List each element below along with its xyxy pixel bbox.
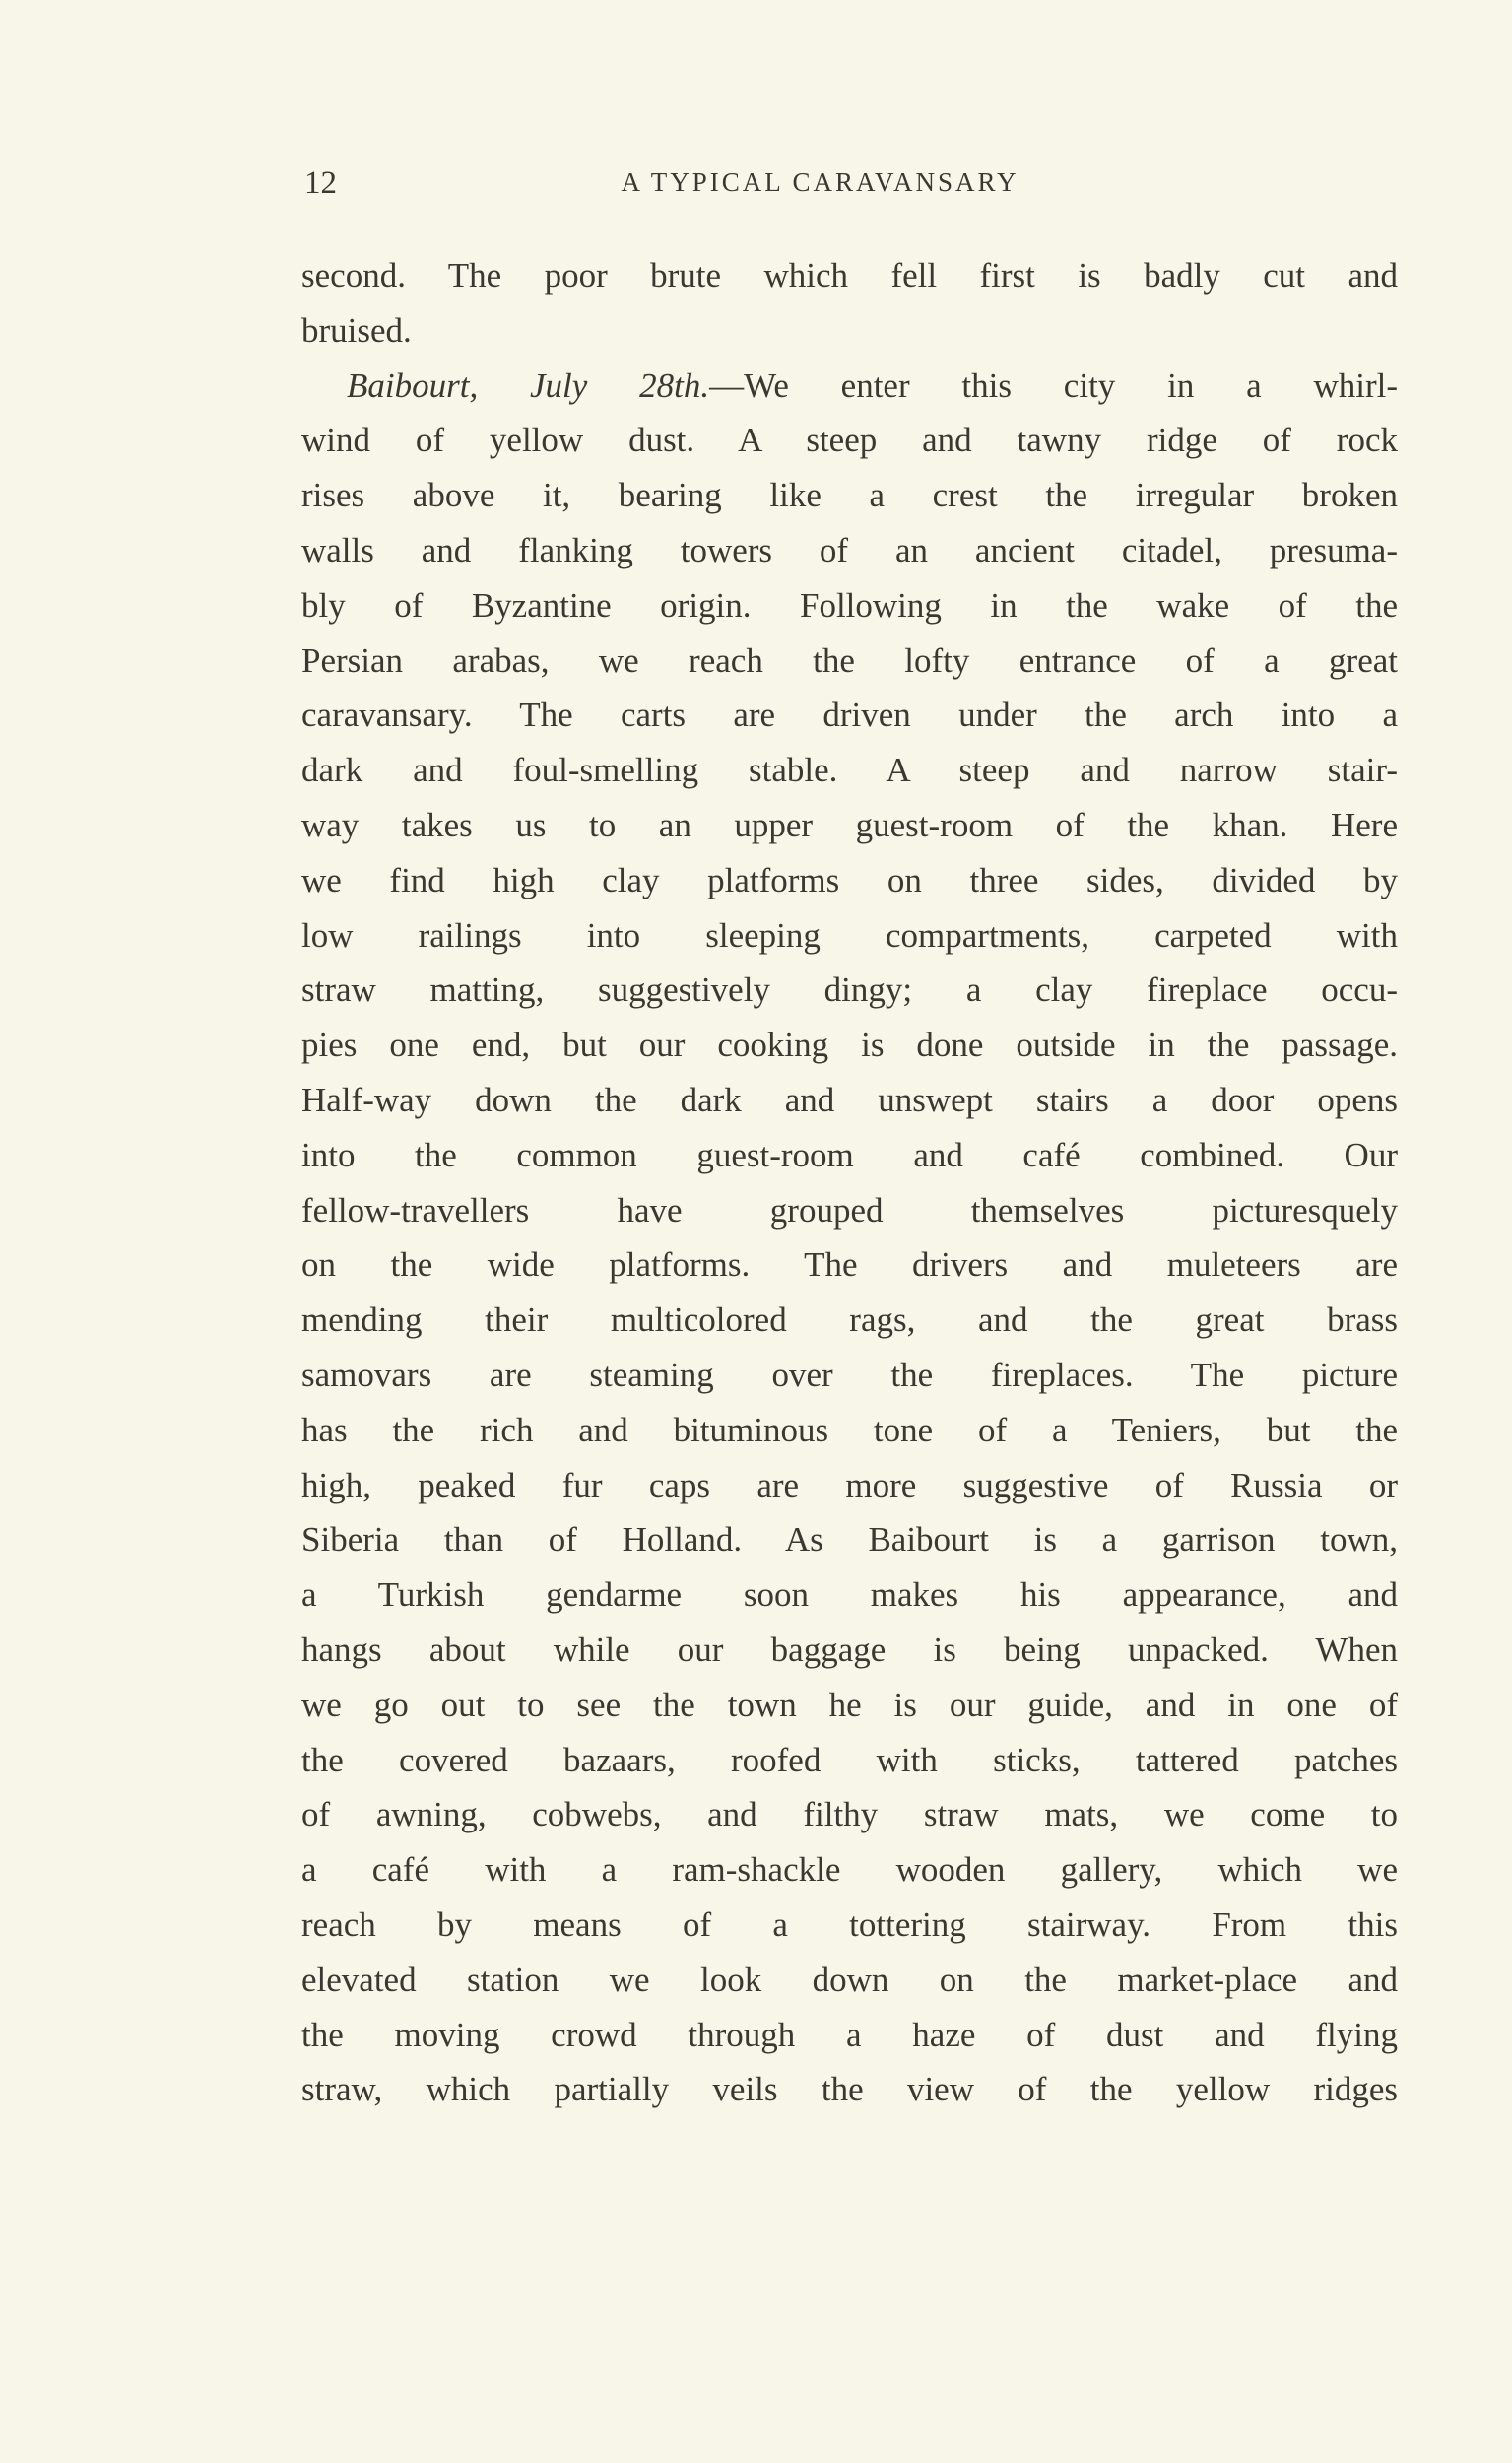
text-line: the covered bazaars, roofed with sticks, tattered patches bbox=[301, 1740, 1398, 1779]
text-line: into the common guest-room and café combined. Our bbox=[301, 1135, 1398, 1174]
dateline bbox=[301, 359, 1398, 414]
text-line: straw, which partially veils the view of the yellow ridges bbox=[301, 2070, 1398, 2109]
text-line: pies one end, but our cooking is done outside in the passage. bbox=[301, 1026, 1398, 1065]
text-line: samovars are steaming over the fireplaces. The picture bbox=[301, 1355, 1398, 1394]
text-line: on the wide platforms. The drivers and muleteers are bbox=[301, 1245, 1398, 1285]
text-line: Persian arabas, we reach the lofty entrance of a great bbox=[301, 640, 1398, 680]
text-line: hangs about while our baggage is being unpacked. When bbox=[301, 1630, 1398, 1669]
text-line: elevated station we look down on the market-place and bbox=[301, 1960, 1398, 1999]
text-line: Siberia than of Holland. As Baibourt is a garrison town, bbox=[301, 1520, 1398, 1560]
text-line: high, peaked fur caps are more suggestive of Russia or bbox=[301, 1465, 1398, 1504]
text-line: dark and foul-smelling stable. A steep and narrow stair- bbox=[301, 751, 1398, 790]
text-line: of awning, cobwebs, and filthy straw mats, we come to bbox=[301, 1795, 1398, 1834]
page-body bbox=[301, 248, 1398, 2117]
text-line: low railings into sleeping compartments, carpeted with bbox=[301, 915, 1398, 955]
text-line: Half-way down the dark and unswept stairs a door opens bbox=[301, 1080, 1398, 1119]
text-line: caravansary. The carts are driven under the arch into a bbox=[301, 696, 1398, 735]
text-line: reach by means of a tottering stairway. From this bbox=[301, 1904, 1398, 1944]
text-line: has the rich and bituminous tone of a Teniers, but the bbox=[301, 1410, 1398, 1449]
text-line: wind of yellow dust. A steep and tawny ridge of rock bbox=[301, 421, 1398, 460]
text-line: way takes us to an upper guest-room of the khan. Here bbox=[301, 805, 1398, 844]
text-line: the moving crowd through a haze of dust and flying bbox=[301, 2015, 1398, 2054]
text-line: mending their multicolored rags, and the great brass bbox=[301, 1300, 1398, 1340]
text-line: we go out to see the town he is our guide, and in one of bbox=[301, 1685, 1398, 1724]
text-line: straw matting, suggestively dingy; a clay fireplace occu- bbox=[301, 970, 1398, 1010]
dateline-place-date: Baibourt, July 28th. bbox=[347, 366, 710, 405]
page-number: 12 bbox=[304, 166, 337, 201]
text-line: a café with a ram-shackle wooden gallery, which we bbox=[301, 1850, 1398, 1890]
dateline-text: —We enter this city in a whirl- bbox=[709, 366, 1399, 405]
running-title: A TYPICAL CARAVANSARY bbox=[621, 167, 1019, 197]
text-line: walls and flanking towers of an ancient citadel, presuma- bbox=[301, 530, 1398, 569]
text-line: rises above it, bearing like a crest the irregular broken bbox=[301, 476, 1398, 515]
text-line: a Turkish gendarme soon makes his appearance, and bbox=[301, 1575, 1398, 1615]
text-line: second. The poor brute which fell first is badly cut and bbox=[301, 256, 1398, 295]
text-line: fellow-travellers have grouped themselves picturesquely bbox=[301, 1190, 1398, 1230]
text-line: we find high clay platforms on three sides, divided by bbox=[301, 860, 1398, 899]
text-line: bly of Byzantine origin. Following in the wake of the bbox=[301, 585, 1398, 625]
text-line: bruised. bbox=[301, 310, 412, 350]
